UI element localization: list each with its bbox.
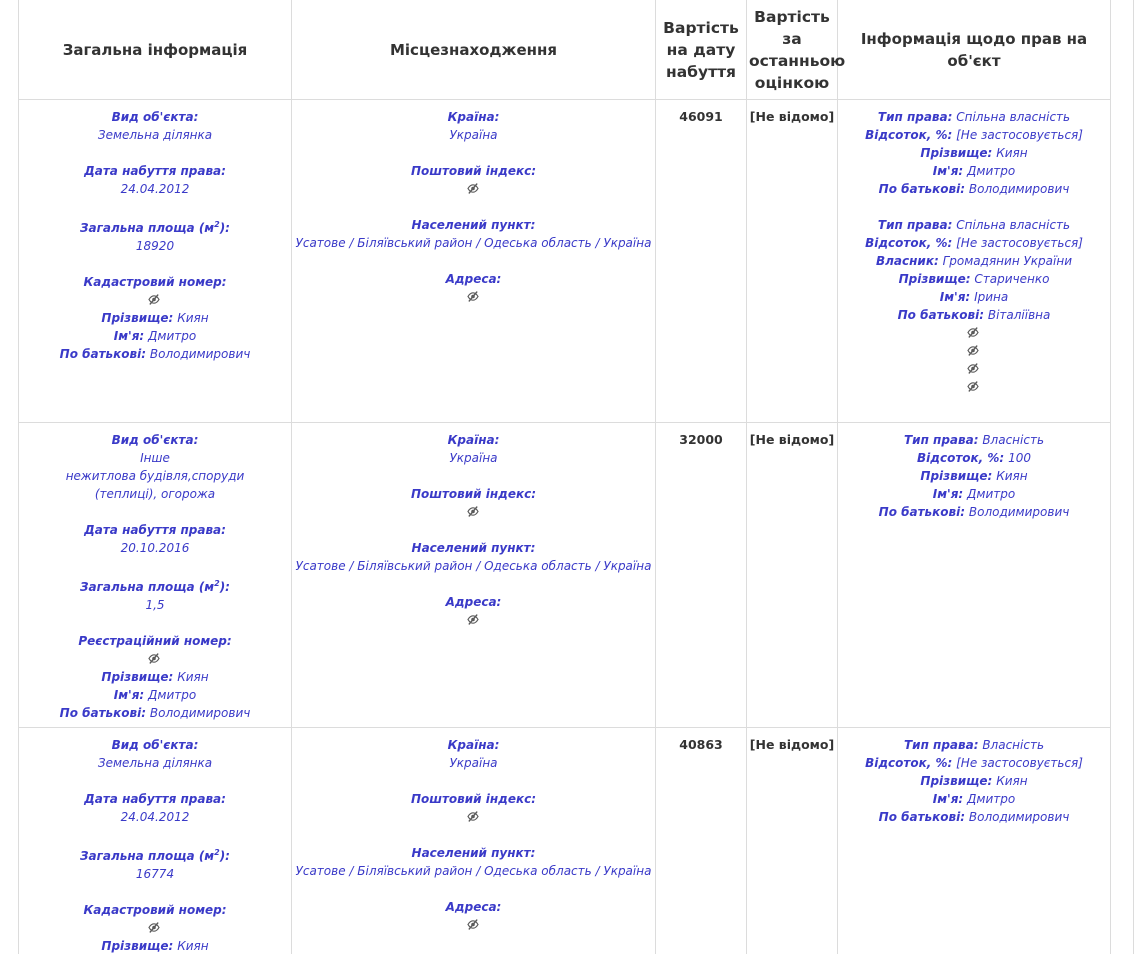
location-cell bbox=[292, 423, 656, 728]
eye-slash-icon bbox=[148, 919, 162, 937]
surname-label: Прізвище: bbox=[101, 670, 174, 684]
eye-slash-icon bbox=[467, 808, 481, 826]
name-label: Ім'я: bbox=[932, 487, 964, 501]
surname-value: Стариченко bbox=[974, 272, 1050, 286]
header-general: Загальна інформація bbox=[19, 0, 292, 100]
share-value: [Не застосовується] bbox=[956, 128, 1083, 142]
share-value: [Не застосовується] bbox=[956, 236, 1083, 250]
eye-slash-icon bbox=[967, 342, 981, 360]
eye-slash-icon bbox=[467, 503, 481, 521]
right-type-value: Власність bbox=[982, 433, 1045, 447]
patronymic-label: По батькові: bbox=[878, 182, 966, 196]
owner-value: Громадянин України bbox=[942, 254, 1072, 268]
country-label: Країна: bbox=[447, 433, 500, 447]
header-value-acquired: Вартість на дату набуття bbox=[656, 0, 747, 100]
table-row bbox=[19, 728, 1111, 954]
surname-value: Киян bbox=[177, 939, 209, 953]
patronymic-value: Володимирович bbox=[968, 505, 1070, 519]
value-acquired: 46091 bbox=[679, 109, 723, 124]
patronymic-label: По батькові: bbox=[897, 308, 985, 322]
area-label: Загальна площа $(м^2)$: bbox=[80, 220, 230, 235]
surname-label: Прізвище: bbox=[920, 146, 993, 160]
value-acquired: 40863 bbox=[679, 737, 723, 752]
header-rights: Інформація щодо прав на об'єкт bbox=[838, 0, 1111, 100]
share-label: Відсоток, %: bbox=[865, 128, 953, 142]
right-type-label: Тип права: bbox=[903, 433, 979, 447]
settlement-value: Усатове / Біляївський район / Одеська область / Україна bbox=[295, 864, 652, 878]
share-label: Відсоток, %: bbox=[917, 451, 1005, 465]
settlement-label: Населений пункт: bbox=[411, 846, 536, 860]
surname-value: Киян bbox=[177, 670, 209, 684]
eye-slash-icon bbox=[967, 360, 981, 378]
country-label: Країна: bbox=[447, 738, 500, 752]
eye-slash-icon bbox=[467, 288, 481, 306]
real-estate-table bbox=[18, 0, 1111, 954]
country-label: Країна: bbox=[447, 110, 500, 124]
surname-value: Киян bbox=[177, 311, 209, 325]
address-label: Адреса: bbox=[445, 595, 502, 609]
value-acquired-cell bbox=[656, 423, 747, 728]
area-label: Загальна площа $(м^2)$: bbox=[80, 848, 230, 863]
value-acquired-cell bbox=[656, 100, 747, 423]
table-header-row bbox=[19, 0, 1111, 100]
right-type-value: Спільна власність bbox=[956, 110, 1071, 124]
object-type-value: Інше bbox=[140, 451, 170, 465]
eye-slash-icon bbox=[467, 611, 481, 629]
cadastral-label: Кадастровий номер: bbox=[83, 275, 227, 289]
general-info-cell bbox=[19, 100, 292, 423]
eye-slash-icon bbox=[967, 378, 981, 396]
surname-value: Киян bbox=[996, 774, 1028, 788]
object-type-label: Вид об'єкта: bbox=[111, 110, 199, 124]
object-type-value: Земельна ділянка bbox=[97, 756, 213, 770]
area-label: Загальна площа $(м^2)$: bbox=[80, 579, 230, 594]
eye-slash-icon bbox=[148, 650, 162, 668]
surname-label: Прізвище: bbox=[898, 272, 971, 286]
patronymic-label: По батькові: bbox=[878, 505, 966, 519]
name-value: Дмитро bbox=[967, 487, 1016, 501]
table-row bbox=[19, 100, 1111, 423]
value-last-cell bbox=[747, 100, 838, 423]
cadastral-label: Кадастровий номер: bbox=[83, 903, 227, 917]
settlement-value: Усатове / Біляївський район / Одеська область / Україна bbox=[295, 236, 652, 250]
value-last: [Не відомо] bbox=[749, 432, 835, 447]
acquired-date-label: Дата набуття права: bbox=[84, 792, 226, 806]
patronymic-value: Володимирович bbox=[149, 347, 251, 361]
rights-cell bbox=[838, 423, 1111, 728]
name-value: Дмитро bbox=[148, 329, 197, 343]
address-label: Адреса: bbox=[445, 272, 502, 286]
right-type-value: Спільна власність bbox=[956, 218, 1071, 232]
location-cell bbox=[292, 728, 656, 954]
name-value: Дмитро bbox=[148, 688, 197, 702]
acquired-date-value: 20.10.2016 bbox=[120, 541, 190, 555]
share-value: [Не застосовується] bbox=[956, 756, 1083, 770]
acquired-date-label: Дата набуття права: bbox=[84, 164, 226, 178]
name-label: Ім'я: bbox=[113, 329, 145, 343]
surname-label: Прізвище: bbox=[101, 311, 174, 325]
surname-label: Прізвище: bbox=[920, 774, 993, 788]
right-type-label: Тип права: bbox=[877, 218, 953, 232]
owner-label: Власник: bbox=[875, 254, 939, 268]
value-acquired: 32000 bbox=[679, 432, 723, 447]
object-type-label: Вид об'єкта: bbox=[111, 433, 199, 447]
country-value: Україна bbox=[449, 451, 498, 465]
share-label: Відсоток, %: bbox=[865, 756, 953, 770]
rights-cell bbox=[838, 728, 1111, 954]
location-cell bbox=[292, 100, 656, 423]
acquired-date-label: Дата набуття права: bbox=[84, 523, 226, 537]
object-detail-value: нежитлова будівля,споруди (теплиці), огорожа bbox=[65, 469, 245, 501]
settlement-label: Населений пункт: bbox=[411, 218, 536, 232]
country-value: Україна bbox=[449, 128, 498, 142]
patronymic-value: Віталіївна bbox=[987, 308, 1051, 322]
name-label: Ім'я: bbox=[932, 792, 964, 806]
right-type-label: Тип права: bbox=[903, 738, 979, 752]
settlement-value: Усатове / Біляївський район / Одеська область / Україна bbox=[295, 559, 652, 573]
registration-label: Реєстраційний номер: bbox=[78, 634, 232, 648]
object-type-value: Земельна ділянка bbox=[97, 128, 213, 142]
value-last: [Не відомо] bbox=[749, 109, 835, 124]
general-info-cell bbox=[19, 423, 292, 728]
eye-slash-icon bbox=[467, 180, 481, 198]
name-label: Ім'я: bbox=[113, 688, 145, 702]
eye-slash-icon bbox=[148, 291, 162, 309]
patronymic-value: Володимирович bbox=[968, 810, 1070, 824]
right-type-label: Тип права: bbox=[877, 110, 953, 124]
patronymic-label: По батькові: bbox=[878, 810, 966, 824]
patronymic-value: Володимирович bbox=[968, 182, 1070, 196]
eye-slash-icon bbox=[967, 324, 981, 342]
surname-label: Прізвище: bbox=[920, 469, 993, 483]
postal-label: Поштовий індекс: bbox=[410, 487, 537, 501]
address-label: Адреса: bbox=[445, 900, 502, 914]
rights-cell bbox=[838, 100, 1111, 423]
value-last: [Не відомо] bbox=[749, 737, 835, 752]
right-type-value: Власність bbox=[982, 738, 1045, 752]
share-value: 100 bbox=[1008, 451, 1031, 465]
general-info-cell bbox=[19, 728, 292, 954]
value-last-cell bbox=[747, 728, 838, 954]
share-label: Відсоток, %: bbox=[865, 236, 953, 250]
surname-value: Киян bbox=[996, 146, 1028, 160]
patronymic-label: По батькові: bbox=[59, 347, 147, 361]
name-label: Ім'я: bbox=[939, 290, 971, 304]
postal-label: Поштовий індекс: bbox=[410, 164, 537, 178]
name-value: Ірина bbox=[974, 290, 1009, 304]
table-row bbox=[19, 423, 1111, 728]
eye-slash-icon bbox=[467, 916, 481, 934]
area-value: 1,5 bbox=[145, 598, 165, 612]
page-right-border bbox=[1133, 0, 1134, 954]
patronymic-label: По батькові: bbox=[59, 706, 147, 720]
postal-label: Поштовий індекс: bbox=[410, 792, 537, 806]
acquired-date-value: 24.04.2012 bbox=[120, 182, 190, 196]
name-value: Дмитро bbox=[967, 164, 1016, 178]
patronymic-value: Володимирович bbox=[149, 706, 251, 720]
area-value: 16774 bbox=[135, 867, 175, 881]
country-value: Україна bbox=[449, 756, 498, 770]
object-type-label: Вид об'єкта: bbox=[111, 738, 199, 752]
name-value: Дмитро bbox=[967, 792, 1016, 806]
surname-label: Прізвище: bbox=[101, 939, 174, 953]
acquired-date-value: 24.04.2012 bbox=[120, 810, 190, 824]
header-location: Місцезнаходження bbox=[292, 0, 656, 100]
value-acquired-cell bbox=[656, 728, 747, 954]
name-label: Ім'я: bbox=[932, 164, 964, 178]
area-value: 18920 bbox=[135, 239, 175, 253]
header-value-last: Вартість за останньою оцінкою bbox=[747, 0, 838, 100]
settlement-label: Населений пункт: bbox=[411, 541, 536, 555]
value-last-cell bbox=[747, 423, 838, 728]
surname-value: Киян bbox=[996, 469, 1028, 483]
